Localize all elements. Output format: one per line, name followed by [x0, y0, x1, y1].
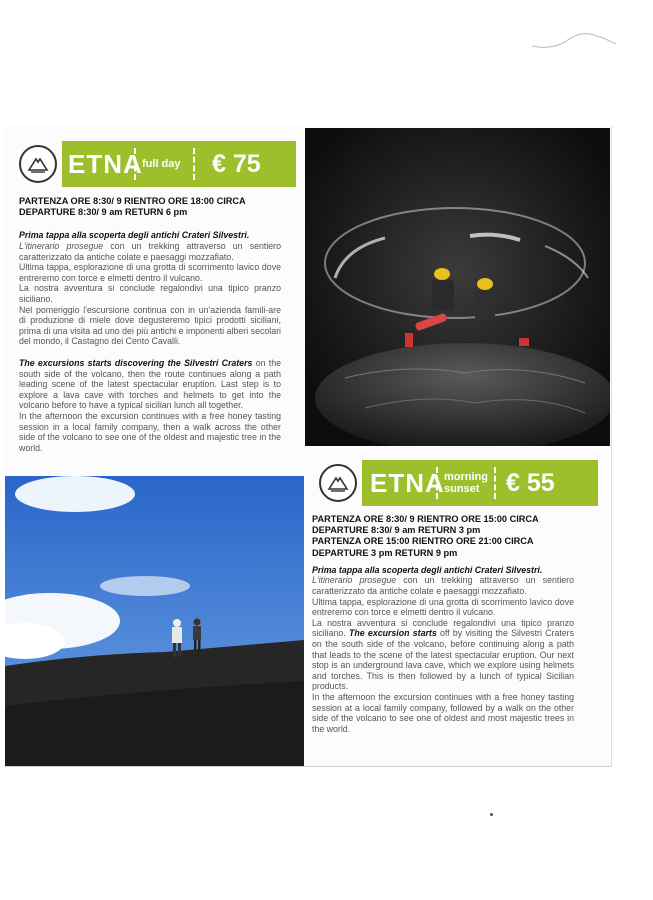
- tour1-price: € 75: [212, 150, 261, 178]
- tour1-text: [19, 196, 281, 453]
- tour2-tag-morning: morning: [444, 471, 488, 483]
- tour2-text: [312, 514, 574, 734]
- tour1-separator: [193, 148, 195, 180]
- tour2-times: PARTENZA ORE 8:30/ 9 RIENTRO ORE 15:00 CIRCA DEPARTURE 8:30/ 9 am RETURN 3 pm PARTENZA ORE 15:00 RIENTRO ORE 21:00 CIRCA DEPARTURE 3 pm RETURN 9 pm: [312, 514, 539, 558]
- volcano-logo-icon: [319, 464, 357, 502]
- tour2-separator: [436, 467, 438, 499]
- scan-artifact-mark: [530, 24, 620, 54]
- tour1-title: ETNA: [68, 149, 143, 179]
- tour2-tag-sunset: sunset: [444, 483, 480, 495]
- volcano-hikers-photo: [5, 476, 304, 766]
- tour1-times: PARTENZA ORE 8:30/ 9 RIENTRO ORE 18:00 CIRCA DEPARTURE 8:30/ 9 am RETURN 6 pm: [19, 196, 246, 218]
- tour2-banner: [314, 460, 598, 506]
- tour2-price: € 55: [506, 469, 555, 497]
- tour2-title: ETNA: [370, 468, 445, 498]
- tour2-separator: [494, 467, 496, 499]
- tour1-banner: [14, 141, 296, 187]
- tour2-description: Prima tappa alla scoperta degli antichi Crateri Silvestri. L'itinerario prosegue con un trekking attraverso un sentiero caratterizzato da antiche colate e paesaggi mozzafiato. Ultima tappa, esplorazione di una grotta di scorrimento lavico dove entreremo con torce e elmetti dentro il vulcano. La nostra avventura si conclude regalondivi una tipico pranzo siciliano. The excursion starts off by visiting the Silvestri Craters on the south side of the volcano, before continuing along a path that leads to the scene of the latest spectacular eruption. Our next stop is an underground lava cave, which we explore using helmets and torches. This is then followed by a lunch of typical Sicilian products. In the afternoon the excursion continues with a free honey tasting session at a local family company, followed by a walk on the other side of the volcano to see one of oldest and most majestic trees in the world.: [312, 564, 575, 734]
- scan-speck: [490, 813, 493, 816]
- volcano-logo-icon: [19, 145, 57, 183]
- tour1-english-description: The excursions starts discovering the Silvestri Craters on the south side of the volcano, then the route continues along a path leading scene of the latest spectacular eruption. Last step is to explore a lava cave with torches and helmets to get into the volcano before to have a typical sicilian lunch all together. In the afternoon the excursion continues with a free honey tasting session in a local family company, then a walk across the other side of the volcano to see one of the oldest and majestic tree in the world.: [19, 357, 281, 453]
- lava-cave-photo: [305, 128, 610, 446]
- tour1-tag: full day: [142, 158, 181, 170]
- tour1-italian-description: Prima tappa alla scoperta degli antichi Crateri Silvestri. L'itinerario prosegue con un trekking attraverso un sentiero caratterizzato da antiche colate e paesaggi mozzafiato. Ultima tappa, esplorazione di una grotta di scorrimento lavico dove entreremo con torce e elmetti dentro il vulcano. La nostra avventura si conclude regalondivi una tipico pranzo siciliano. Nel pomeriggio l'escursione continua con in un'azienda famili-are di produzione di miele dove degusteremo tipici prodotti siciliani, prima di una visita ad uno dei più antichi e imponenti alberi secolari del mondo, il Castagno dei Cento Cavalli.: [19, 230, 281, 347]
- tour1-separator: [134, 148, 136, 180]
